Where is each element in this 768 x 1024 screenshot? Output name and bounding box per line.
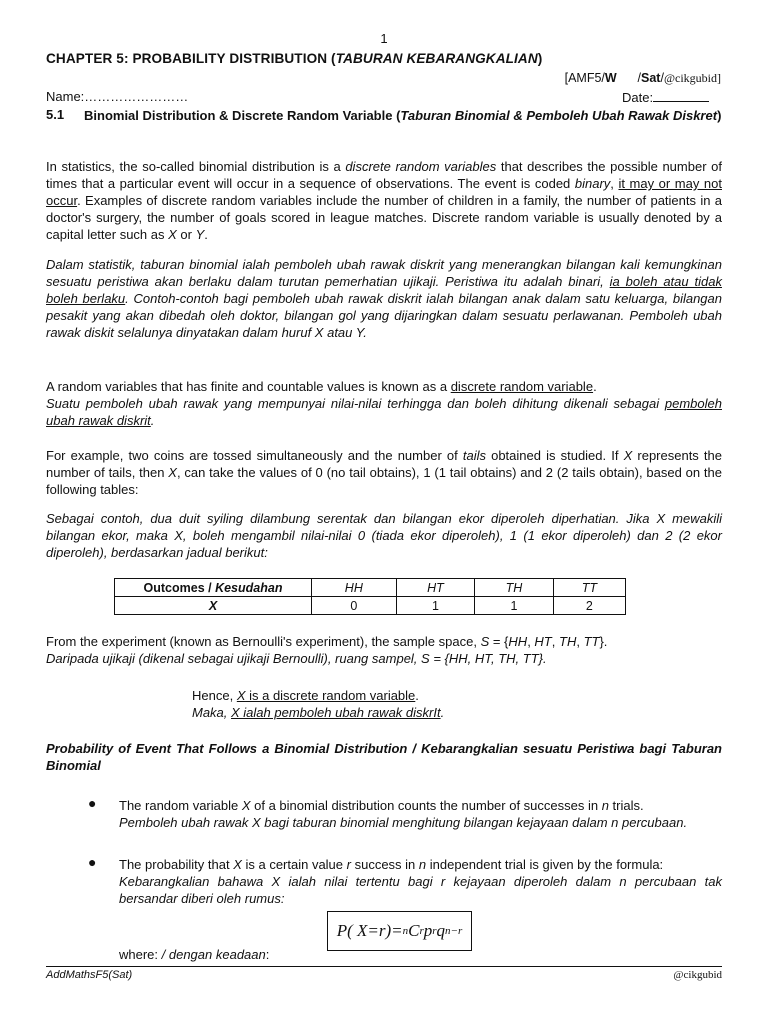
page-number: 1 bbox=[380, 31, 388, 46]
paragraph-binomial-en: In statistics, the so-called binomial distribution is a discrete random variables that describes the possible number of times that a particular event will occur in a sequence of observations. The event is coded binary, it may or may not occur. Examples of discrete random variables include the number of children in a family, the number of patients in a doctor's surgery, the number of goals scored in league matches. Discrete random variable is usually denoted by a capital letter such as X or Y. bbox=[46, 159, 722, 242]
table-cell: HH bbox=[312, 579, 397, 597]
bullet-text-random-variable: The random variable X of a binomial distribution counts the number of successes in n trials. Pemboleh ubah rawak X bagi taburan binomial menghitung bilangan kejayaan dalam n percubaan. bbox=[119, 798, 688, 830]
table-header-cell: X bbox=[115, 597, 312, 615]
table-cell: TT bbox=[553, 579, 625, 597]
bullet-text-probability-formula: The probability that X is a certain value r success in n independent trial is given by the formula: Kebarangkalian bahawa X ialah nilai tertentu bagi r kejayaan diperoleh dalam n percubaan tak bersandar diberi oleh rumus: bbox=[119, 857, 722, 906]
bullet-icon: ● bbox=[88, 795, 97, 811]
table-cell: 2 bbox=[553, 597, 625, 615]
table-cell: TH bbox=[475, 579, 554, 597]
subheading-binomial-probability: Probability of Event That Follows a Binomial Distribution / Kebarangkalian sesuatu Peristiwa bagi Taburan Binomial bbox=[46, 741, 722, 773]
section-title: Binomial Distribution & Discrete Random Variable (Taburan Binomial & Pemboleh Ubah Rawak Diskret) bbox=[84, 108, 722, 123]
section-number: 5.1 bbox=[46, 107, 65, 122]
name-field: Name:…………………… bbox=[46, 89, 189, 104]
table-header-cell: Outcomes / Kesudahan bbox=[115, 579, 312, 597]
table-cell: HT bbox=[396, 579, 475, 597]
table-row bbox=[115, 597, 626, 615]
table-cell: 0 bbox=[312, 597, 397, 615]
paragraph-binomial-ms: Dalam statistik, taburan binomial ialah pemboleh ubah rawak diskrit yang menerangkan bilangan kali kemungkinan sesuatu peristiwa akan berlaku dalam turutan pemerhatian ujikaji. Peristiwa itu adalah binari, ia boleh atau tidak boleh berlaku. Contoh-contoh bagi pemboleh ubah rawak diskrit ialah bilangan anak dalam satu keluarga, bilangan pesakit yang akan dibedah oleh doktor, bilangan gol yang dijaringkan dalam sesuatu perlawanan. Pemboleh ubah rawak diskit selalunya dinyatakan dalam huruf X atau Y. bbox=[46, 257, 722, 340]
paragraph-discrete-definition: A random variables that has finite and countable values is known as a discrete random variable. Suatu pemboleh ubah rawak yang mempunyai nilai-nilai terhingga dan boleh dihitung dikenali sebagai pemboleh ubah rawak diskrit. bbox=[46, 379, 722, 428]
table-cell: 1 bbox=[396, 597, 475, 615]
paragraph-sample-space: From the experiment (known as Bernoulli's experiment), the sample space, S = {HH, HT, TH, TT}. Daripada ujikaji (dikenal sebagai ujikaji Bernoulli), ruang sampel, S = {HH, HT, TH, TT}. bbox=[46, 634, 608, 666]
document-code: [AMF5/W /Sat/@cikgubid] bbox=[564, 71, 721, 85]
date-field: Date: bbox=[622, 89, 709, 105]
date-blank-line bbox=[653, 89, 709, 102]
chapter-title: CHAPTER 5: PROBABILITY DISTRIBUTION (TABURAN KEBARANGKALIAN) bbox=[46, 51, 543, 66]
hence-statement: Hence, X is a discrete random variable. Maka, X ialah pemboleh ubah rawak diskrIt. bbox=[192, 688, 445, 720]
paragraph-example-ms: Sebagai contoh, dua duit syiling dilambung serentak dan bilangan ekor diperoleh diperhatian. Jika X mewakili bilangan ekor, maka X, boleh mengambil nilai-nilai 0 (tiada ekor diperoleh), 1 (1 ekor diperoleh) dan 2 (2 ekor diperoleh), berdasarkan jadual berikut: bbox=[46, 511, 722, 560]
footer-right: @cikgubid bbox=[673, 969, 722, 981]
table-cell: 1 bbox=[475, 597, 554, 615]
outcomes-table bbox=[114, 578, 626, 615]
paragraph-example-en: For example, two coins are tossed simultaneously and the number of tails obtained is studied. If X represents the number of tails, then X, can take the values of 0 (no tail obtains), 1 (1 tail obtains) and 2 (2 tails obtain), based on the following tables: bbox=[46, 448, 722, 497]
footer-divider bbox=[46, 966, 722, 967]
binomial-formula-box: P( X=r)= n C r p r q n−r bbox=[327, 911, 472, 951]
where-label: where: / dengan keadaan: bbox=[119, 947, 270, 962]
table-row bbox=[115, 579, 626, 597]
footer-left: AddMathsF5(Sat) bbox=[46, 969, 133, 981]
bullet-icon: ● bbox=[88, 854, 97, 870]
